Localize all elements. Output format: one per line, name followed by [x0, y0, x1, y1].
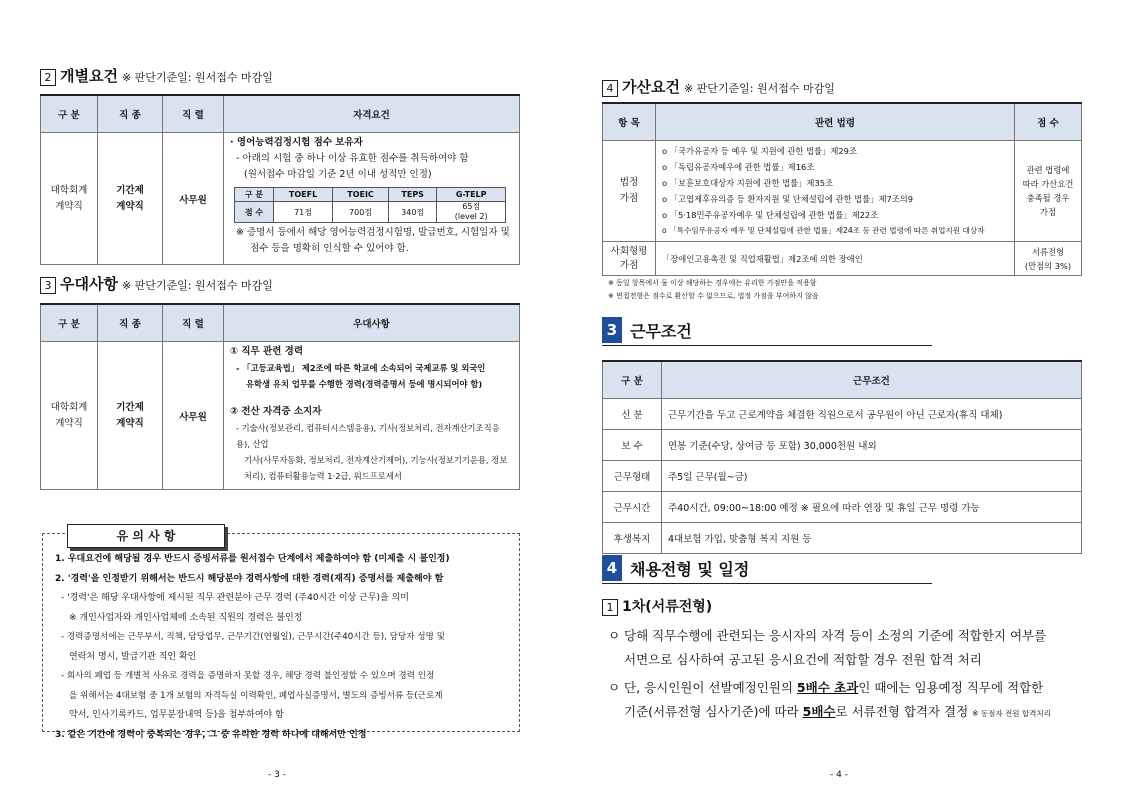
- section-recruitment-header: [602, 555, 932, 584]
- preference-line: 처리), 컴퓨터활용능력 1·2급, 워드프로세서: [244, 471, 402, 481]
- page-number: - 4 -: [830, 770, 848, 780]
- notice-box: [42, 529, 520, 740]
- law-line: o 「특수임무유공자 예우 및 단체설립에 관한 법률」제24조 등 관련 법령에 따른 취업지원 대상자: [662, 226, 985, 235]
- cell-key: 근무형태: [603, 461, 662, 492]
- notice-line: 을 위해서는 4대보험 중 1개 보험의 자격득실 이력확인, 폐업사실증명서, 별도의 증빙서류 등(근로계: [69, 690, 443, 701]
- screening-body: [608, 624, 1086, 726]
- section-badge: 4: [602, 555, 622, 581]
- footnotes: [608, 277, 819, 303]
- col-header: 구 분: [41, 304, 98, 342]
- preference-line: 유학생 유치 업무를 수행한 경력(경력증명서 등에 명시되어야 함): [246, 379, 483, 389]
- preference-table: [40, 303, 520, 490]
- notice-line: 3. 같은 기간에 경력이 중복되는 경우, 그 중 유리한 경력 하나에 대해서만 인정: [55, 729, 367, 740]
- col-header: 우대사항: [224, 304, 520, 342]
- cell-division: 대학회계 계약직: [41, 342, 98, 490]
- cell-item: 사회형평 가점: [603, 242, 656, 276]
- notice-title: 유 의 사 항: [67, 524, 225, 548]
- law-line: o 「고엽제후유의증 등 환자지원 및 단체설립에 관한 법률」제7조의9: [662, 194, 914, 204]
- body-text: ㅇ 단, 응시인원이 선발예정인원의: [608, 680, 797, 695]
- section-note: ※ 판단기준일: 원서접수 마감일: [121, 279, 273, 292]
- cell-value: 연봉 기준(수당, 상여금 등 포함) 30,000천원 내외: [662, 430, 1082, 461]
- cell-key: 보 수: [603, 430, 662, 461]
- col-header: 자격요건: [224, 95, 520, 133]
- score-header: TEPS: [388, 188, 437, 202]
- qualification-line: ※ 증명서 등에서 해당 영어능력검정시험명, 발급번호, 시험일자 및: [236, 227, 510, 238]
- section-title: 가산요건: [622, 78, 680, 96]
- qualification-line: (원서접수 마감일 기준 2년 이내 성적만 인정): [244, 169, 432, 180]
- score-value: 340점: [388, 202, 437, 223]
- cell-key: 후생복지: [603, 523, 662, 554]
- cell-laws: [656, 141, 1015, 242]
- cell-qualification: [224, 133, 520, 265]
- subsection-number: 1: [602, 599, 618, 616]
- emphasis-text: 5배수 초과: [796, 680, 859, 695]
- notice-line: 1. 우대요건에 해당될 경우 반드시 증빙서류를 원서접수 단계에서 제출하여야 함 (미제출 시 불인정): [55, 554, 450, 564]
- cell-score: 서류전형 (만점의 3%): [1015, 242, 1082, 276]
- cell-value: 근무기간을 두고 근로계약을 체결한 직원으로서 공무원이 아닌 근로자(휴직 대체): [662, 399, 1082, 430]
- preference-line: ① 직무 관련 경력: [230, 346, 304, 357]
- section-work-conditions-header: [602, 317, 932, 346]
- notice-line: - 경력증명서에는 근무부서, 직책, 담당업무, 근무기간(연월일), 근무시간(주40시간 등), 담당자 성명 및: [61, 632, 445, 642]
- law-line: o 「독립유공자예우에 관한 법률」제16조: [662, 162, 815, 172]
- preference-line: ② 전산 자격증 소지자: [230, 406, 322, 417]
- notice-line: 연락처 명시, 발급기관 직인 확인: [69, 651, 197, 662]
- col-header: 근무조건: [662, 361, 1082, 399]
- cell-key: 근무시간: [603, 492, 662, 523]
- body-line: [608, 676, 1086, 700]
- cell-division: 대학회계 계약직: [41, 133, 98, 265]
- body-line: 서면으로 심사하여 공고된 응시요건에 적합할 경우 전원 합격 처리: [624, 652, 982, 667]
- section-badge: 3: [602, 317, 622, 343]
- note-text: ※ 동점자 전원 합격처리: [972, 709, 1051, 718]
- col-header: 점 수: [1015, 103, 1082, 141]
- section-title: 근무조건: [630, 321, 692, 341]
- section-note: ※ 판단기준일: 원서접수 마감일: [121, 71, 273, 84]
- col-header: 항 목: [603, 103, 656, 141]
- body-text: 기준(서류전형 심사기준)에 따라: [624, 704, 803, 719]
- col-header: 구 분: [41, 95, 98, 133]
- cell-job-series: 사무원: [163, 342, 224, 490]
- section-title: 우대사항: [60, 275, 118, 293]
- emphasis-text: 5배수: [802, 704, 836, 719]
- notice-line: - '경력'은 해당 우대사항에 제시된 직무 관련분야 근무 경력 (주40시간 이상 근무)을 의미: [61, 593, 409, 603]
- section-4-header: [602, 76, 835, 97]
- law-line: o 「국가유공자 등 예우 및 지원에 관한 법률」제29조: [662, 146, 857, 156]
- section-note: ※ 판단기준일: 원서접수 마감일: [683, 82, 835, 95]
- work-conditions-table: [602, 360, 1082, 554]
- col-header: 직 렬: [163, 95, 224, 133]
- col-header: 관련 법령: [656, 103, 1015, 141]
- cell-preference: [224, 342, 520, 490]
- additional-points-table: [602, 102, 1082, 276]
- body-text: 로 서류전형 합격자 결정: [835, 704, 969, 719]
- notice-line: 약서, 인사기록카드, 업무분장내역 등)을 첨부하여야 함: [69, 710, 284, 720]
- cell-score: 관련 법령에 따라 가산요건 충족될 경우 가점: [1015, 141, 1082, 242]
- footnote: ※ 동일 항목에서 둘 이상 해당하는 경우에는 유리한 가점만을 적용함: [608, 279, 817, 287]
- cell-item: 법정 가점: [603, 141, 656, 242]
- cell-value: 주40시간, 09:00~18:00 예정 ※ 필요에 따라 연장 및 휴일 근무 명령 가능: [662, 492, 1082, 523]
- cell-key: 신 분: [603, 399, 662, 430]
- section-number: 2: [40, 69, 56, 86]
- body-line: [608, 700, 1086, 726]
- section-title: 채용전형 및 일정: [630, 559, 750, 579]
- law-line: o 「5·18민주유공자예우 및 단체설립에 관한 법률」제22조: [662, 210, 879, 220]
- section-3-header: [40, 273, 273, 294]
- body-text: 인 때에는 임용예정 직무에 적합한: [858, 680, 1044, 695]
- score-header: TOEIC: [333, 188, 389, 202]
- score-label: 점 수: [235, 202, 274, 223]
- cell-value: 주5일 근무(월~금): [662, 461, 1082, 492]
- cell-job-type: 기간제 계약직: [98, 342, 163, 490]
- footnote: ※ 면접전형은 점수로 환산할 수 없으므로, 법정 가점을 부여하지 않음: [608, 292, 819, 300]
- cell-job-type: 기간제 계약직: [98, 133, 163, 265]
- score-value: 65점 (level 2): [437, 202, 506, 223]
- page-number: - 3 -: [268, 770, 286, 780]
- subsection-title: 1차(서류전형): [622, 599, 713, 615]
- notice-line: 2. '경력'을 인정받기 위해서는 반드시 해당분야 경력사항에 대한 경력(재직) 증명서를 제출해야 함: [55, 573, 444, 584]
- qualification-line: · 영어능력검정시험 점수 보유자: [230, 137, 363, 148]
- qualification-line: - 아래의 시험 중 하나 이상 유효한 점수를 취득하여야 함: [236, 153, 469, 164]
- subsection-document-screening: [602, 596, 712, 616]
- cell-job-series: 사무원: [163, 133, 224, 265]
- col-header: 직 종: [98, 304, 163, 342]
- preference-line: 기사(사무자동화, 정보처리, 전자계산기제어), 기능사(정보기기운용, 정보: [244, 455, 508, 465]
- qualification-line: 점수 등을 명확히 인식할 수 있어야 함.: [250, 243, 409, 254]
- preference-line: - 「고등교육법」 제2조에 따른 학교에 소속되어 국제교류 및 외국인: [236, 363, 486, 373]
- section-number: 3: [40, 277, 56, 294]
- score-table: [234, 187, 506, 223]
- score-header: G-TELP: [437, 188, 506, 202]
- law-line: o 「보훈보호대상자 지원에 관한 법률」제35조: [662, 178, 834, 188]
- score-header: 구 분: [235, 188, 274, 202]
- score-header: TOEFL: [273, 188, 332, 202]
- individual-requirements-table: [40, 94, 520, 265]
- cell-law: 「장애인고용촉진 및 직업재활법」제2조에 의한 장애인: [656, 242, 1015, 276]
- section-title: 개별요건: [60, 67, 118, 85]
- col-header: 직 종: [98, 95, 163, 133]
- col-header: 직 렬: [163, 304, 224, 342]
- body-line: ㅇ 당해 직무수행에 관련되는 응시자의 자격 등이 소정의 기준에 적합한지 여부를: [608, 628, 1047, 643]
- col-header: 구 분: [603, 361, 662, 399]
- cell-value: 4대보험 가입, 맞춤형 복지 지원 등: [662, 523, 1082, 554]
- score-value: 700점: [333, 202, 389, 223]
- score-value: 71점: [273, 202, 332, 223]
- preference-line: - 기술사(정보관리, 컴퓨터시스템응용), 기사(정보처리, 전자계산기조직응용), 산업: [236, 423, 500, 449]
- section-2-header: [40, 65, 273, 86]
- section-number: 4: [602, 80, 618, 97]
- notice-line: - 회사의 폐업 등 개별적 사유로 경력을 증명하지 못할 경우, 해당 경력 불인정할 수 있으며 경력 인정: [61, 671, 435, 681]
- notice-line: ※ 개인사업자와 개인사업체에 소속된 직원의 경력은 불인정: [69, 612, 303, 623]
